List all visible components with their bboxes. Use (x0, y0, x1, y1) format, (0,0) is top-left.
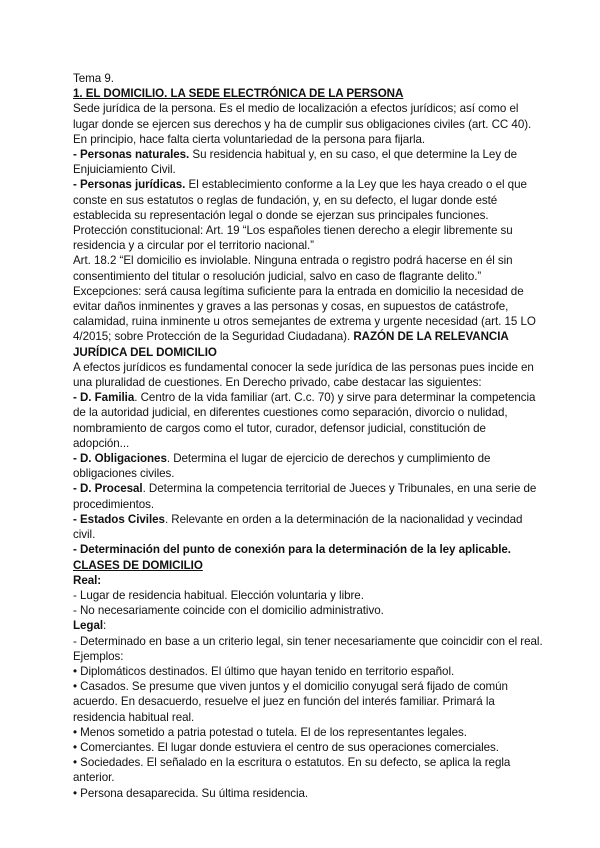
section-heading-razon-cont: JURÍDICA DEL DOMICILIO (73, 345, 217, 359)
obligaciones-item (73, 451, 528, 466)
procesal-label: - D. Procesal (73, 482, 143, 496)
personas-juridicas-text: conste en sus estatutos o reglas de fundación, y, en su defecto, el lugar donde esté (73, 193, 498, 207)
section-heading-domicilio: 1. EL DOMICILIO. LA SEDE ELECTRÓNICA DE LA PERSONA (73, 87, 404, 101)
topic-label: Tema 9. (73, 72, 114, 85)
personas-juridicas-text: El establecimiento conforme a la Ley que les haya creado o el que (185, 178, 527, 192)
proteccion-line: calamidad, ruina inminente u otros semejantes de extrema y urgente necesidad (art. 15 LO (73, 315, 536, 329)
razon-text: A efectos jurídicos es fundamental conocer la sede jurídica de las personas pues incide en (73, 360, 534, 374)
obligaciones-text: obligaciones civiles. (73, 467, 175, 481)
legal-item: Ejemplos: (73, 649, 124, 663)
personas-naturales-text: Su residencia habitual y, en su caso, el que determine la Ley de (189, 148, 518, 162)
real-item: - No necesariamente coincide con el domicilio administrativo. (73, 604, 384, 618)
conexion-item: - Determinación del punto de conexión para la determinación de la ley aplicable. (73, 543, 511, 557)
proteccion-line: Excepciones: será causa legítima suficiente para la entrada en domicilio la necesidad de (73, 284, 524, 298)
intro-line: Sede jurídica de la persona. Es el medio de localización a efectos jurídicos; así como el (73, 102, 519, 116)
proteccion-line: Art. 18.2 “El domicilio es inviolable. Ninguna entrada o registro podrá hacerse en él sin (73, 254, 513, 268)
legal-heading (73, 618, 528, 633)
legal-item: acuerdo. En desacuerdo, resuelve el juez en función del interés familiar. Primará la (73, 695, 495, 709)
razon-text: una pluralidad de cuestiones. En Derecho privado, cabe destacar las siguientes: (73, 376, 482, 390)
real-label: Real: (73, 573, 102, 587)
estados-civiles-item (73, 512, 528, 527)
procesal-item (73, 481, 537, 496)
legal-item: • Casados. Se presume que viven juntos y el domicilio conyugal será fijado de común (73, 680, 508, 694)
obligaciones-label: - D. Obligaciones (73, 452, 167, 466)
personas-juridicas-item (73, 177, 528, 192)
legal-item: anterior. (73, 771, 115, 785)
legal-item: residencia habitual real. (73, 710, 195, 724)
familia-label: - D. Familia (73, 391, 135, 405)
proteccion-text: 4/2015; sobre Protección de la Seguridad Ciudadana). (73, 330, 354, 344)
document-page (73, 71, 543, 801)
personas-juridicas-text: establecida su representación legal o donde se ejerzan sus principales funciones. (73, 208, 489, 222)
procesal-text: . Determina la competencia territorial de Jueces y Tribunales, en una serie de (142, 482, 537, 496)
familia-text: de la autoridad judicial, en diferentes cuestiones como separación, divorcio o nulidad, (73, 406, 508, 420)
intro-line: En principio, hace falta cierta voluntariedad de la persona para fijarla. (73, 132, 426, 146)
personas-naturales-item (73, 147, 528, 162)
proteccion-line: Protección constitucional: Art. 19 “Los españoles tienen derecho a elegir libremente su (73, 224, 513, 238)
familia-item (73, 390, 536, 405)
procesal-text: procedimientos. (73, 497, 155, 511)
proteccion-line: consentimiento del titular o resolución judicial, salvo en caso de flagrante delito.” (73, 269, 482, 283)
legal-colon: : (103, 619, 107, 633)
legal-item: • Sociedades. El señalado en la escritura o estatutos. En su defecto, se aplica la regla (73, 756, 511, 770)
proteccion-line (73, 329, 528, 344)
familia-text: nombramiento de cargos como el tutor, curador, defensor judicial, constitución de (73, 421, 486, 435)
intro-line: lugar donde se ejercen sus derechos y ha de cumplir sus obligaciones civiles (art. CC 40). (73, 117, 532, 131)
personas-naturales-label: - Personas naturales. (73, 148, 190, 162)
legal-item: • Persona desaparecida. Su última residencia. (73, 786, 309, 800)
legal-item: - Determinado en base a un criterio legal, sin tener necesariamente que coincidir con el real. (73, 634, 543, 648)
legal-label: Legal (73, 619, 104, 633)
estados-civiles-text: civil. (73, 528, 96, 542)
real-item: - Lugar de residencia habitual. Elección voluntaria y libre. (73, 588, 364, 602)
legal-item: • Comerciantes. El lugar donde estuviera el centro de sus operaciones comerciales. (73, 740, 499, 754)
proteccion-line: residencia y a circular por el territorio nacional.” (73, 239, 314, 253)
personas-juridicas-label: - Personas jurídicas. (73, 178, 186, 192)
estados-civiles-label: - Estados Civiles (73, 512, 165, 526)
familia-text: adopción... (73, 436, 130, 450)
proteccion-line: evitar daños inminentes y graves a las personas y cosas, en supuestos de catástrofe, (73, 300, 509, 314)
legal-item: • Menos sometido a patria potestad o tutela. El de los representantes legales. (73, 725, 467, 739)
familia-text: . Centro de la vida familiar (art. C.c. 70) y sirve para determinar la competencia (134, 391, 536, 405)
obligaciones-text: . Determina el lugar de ejercicio de derechos y cumplimiento de (166, 452, 491, 466)
section-heading-clases: CLASES DE DOMICILIO (73, 558, 203, 572)
personas-naturales-text: Enjuiciamiento Civil. (73, 163, 176, 177)
legal-item: • Diplomáticos destinados. El último que hayan tenido en territorio español. (73, 664, 455, 678)
section-heading-razon: RAZÓN DE LA RELEVANCIA (353, 330, 509, 344)
estados-civiles-text: . Relevante en orden a la determinación de la nacionalidad y vecindad (164, 512, 523, 526)
